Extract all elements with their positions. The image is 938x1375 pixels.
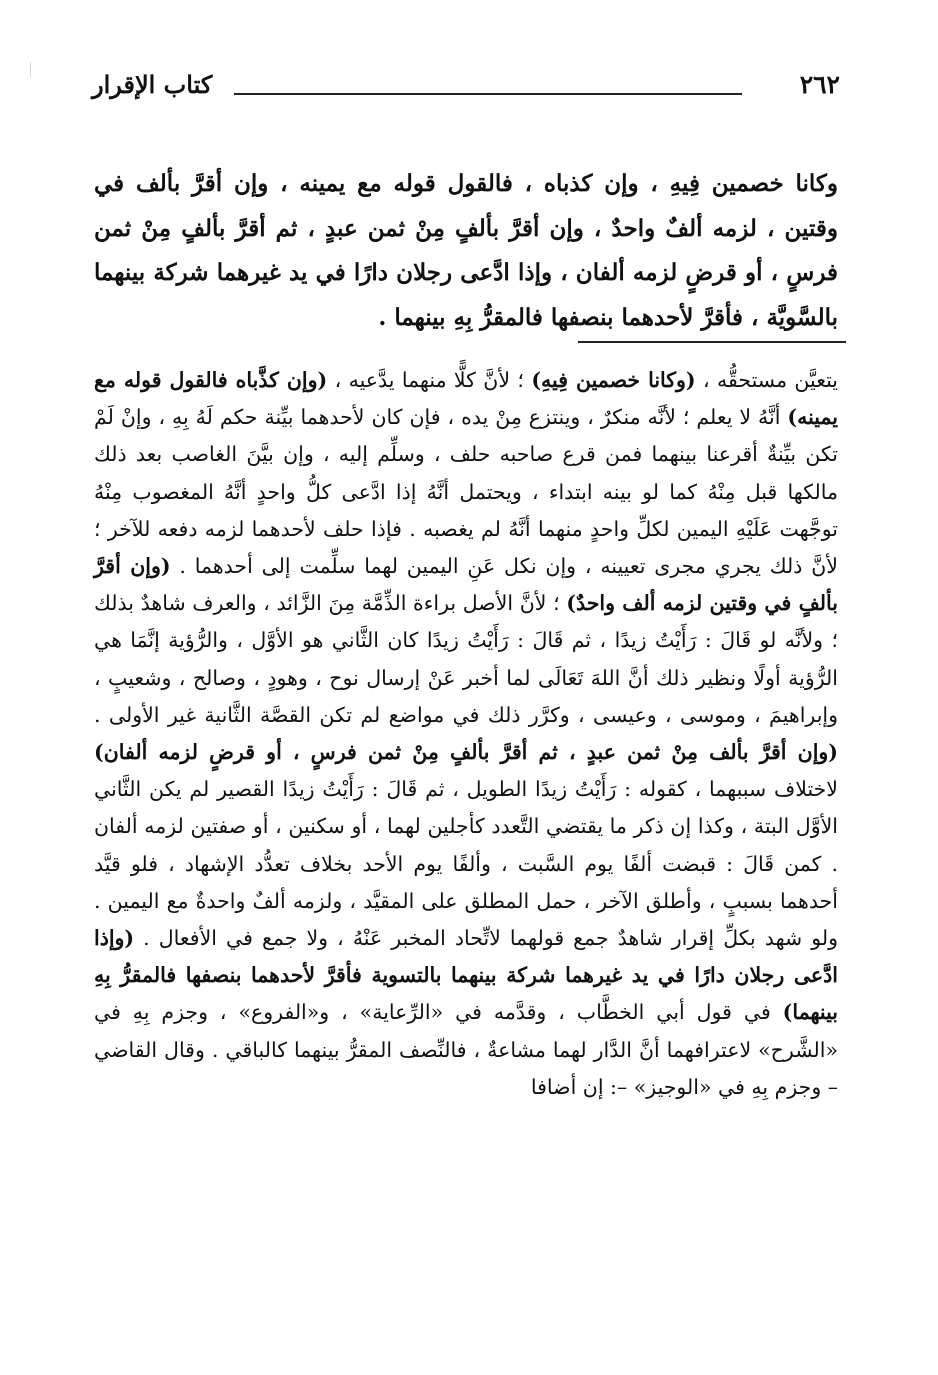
book-title: كتاب الإقرار — [92, 70, 213, 99]
sharh-text: أنَّهُ لا يعلم ؛ لأنَّه منكرٌ ، وينتزع مِنْ يده ، فإن كان لأحدهما بيِّنة حكم لَهُ بِهِ ، وإنْ لَمْ تكن بيِّنةٌ أقرعنا بينهما فمن قرع صاحبه حلف ، وسلِّم إليه ، وإن بيَّنَ الغاصب بعد ذلك مالكها قبل مِنْهُ كما لو بينه ابتداء ، ويحتمل أنَّهُ إذا ادَّعى كلُّ واحدٍ أنَّهُ المغصوب مِنْهُ توجَّهت عَلَيْهِ اليمين لكلِّ واحدٍ منهما أنَّهُ لم يغصبه . فإذا حلف لأحدهما لزمه دفعه للآخر ؛ لأنَّ ذلك يجري مجرى تعيينه ، وإن نكل عَنِ اليمين لهما سلِّمت إلى أحدهما . — [94, 405, 838, 579]
sharh-text-block — [94, 362, 838, 1106]
quoted-matn: (وإن كذَّباه فالقول قوله مع يمينه) — [94, 368, 838, 430]
header-rule — [234, 93, 742, 95]
margin-mark — [30, 62, 31, 78]
matn-paragraph: وكانا خصمين فِيهِ ، وإن كذباه ، فالقول قوله مع يمينه ، وإن أقرَّ بألف في وقتين ، لزمه ألفٌ واحدٌ ، وإن أقرَّ بألفٍ مِنْ ثمن عبدٍ ، ثم أقرَّ بألفٍ مِنْ ثمن فرسٍ ، أو قرضٍ لزمه ألفان ، وإذا ادَّعى رجلان دارًا في يد غيرهما شركة بينهما بالسَّويَّة ، فأقرَّ لأحدهما بنصفها فالمقرُّ بِهِ بينهما . — [94, 170, 838, 331]
quoted-matn: (وإذا ادَّعى رجلان دارًا في يد غيرهما شركة بينهما بالتسوية فأقرَّ لأحدهما بنصفها فالمقرُّ بِهِ بينهما) — [94, 926, 838, 1025]
sharh-text: في قول أبي الخطَّاب ، وقدَّمه في «الرِّعاية» ، و«الفروع» ، وجزم بِهِ في «الشَّرح» لاعترافهما أنَّ الدَّار لهما مشاعةٌ ، فالنِّصف المقرُّ بينهما كالباقي . وقال القاضي – وجزم بِهِ في «الوجيز» –: إن أضافا — [94, 1000, 838, 1099]
sharh-text: ؛ لأنَّ الأصل براءة الذِّمَّة مِنَ الزَّائد ، والعرف شاهدٌ بذلك ؛ ولأنَّه لو قَالَ : رَأَيْتُ زيدًا ، ثم قَالَ : رَأَيْتُ زيدًا كان الثَّاني هو الأوَّل ، والرُّؤية إنَّمَا هي الرُّؤية أولًا ونظير ذلك أنَّ اللهَ تَعَالَى لما أخبر عَنْ إرسال نوح ، وهودٍ ، وصالح ، وشعيبٍ ، وإبراهيمَ ، وموسى ، وعيسى ، وكرَّر ذلك في مواضع لم تكن القصَّة الثَّانية غير الأولى . — [94, 591, 838, 727]
sharh-text: لاختلاف سببهما ، كقوله : رَأَيْتُ زيدًا الطويل ، ثم قَالَ : رَأَيْتُ زيدًا القصير لم يكن الثَّاني الأوَّل البتة ، وكذا إن ذكر ما يقتضي التَّعدد كأجلين لهما ، أو سكنين ، أو صفتين لزمه ألفان . كمن قَالَ : قبضت ألفًا يوم السَّبت ، وألفًا يوم الأحد بخلاف تعدُّد الإشهاد ، فلو قيَّد أحدهما بسببٍ ، وأطلق الآخر ، حمل المطلق على المقيَّد ، ولزمه ألفٌ واحدةٌ مع اليمين . ولو شهد بكلِّ إقرار شاهدٌ جمع قولهما لاتِّحاد المخبر عَنْهُ ، ولا جمع في الأفعال . — [94, 777, 838, 951]
quoted-matn: (وإن أقرَّ بألفٍ في وقتين لزمه ألف واحدٌ) — [94, 554, 839, 616]
page-header — [92, 70, 840, 110]
page-number: ٢٦٢ — [799, 70, 840, 99]
sharh-paragraph — [94, 362, 838, 1106]
sharh-text: يتعيَّن مستحقُّه ، — [695, 368, 839, 392]
matn-text-block — [94, 162, 838, 340]
sharh-text: ؛ لأنَّ كلًّا منهما يدَّعيه ، — [327, 368, 532, 392]
quoted-matn: (وكانا خصمين فِيهِ) — [531, 368, 696, 392]
quoted-matn: (وإن أقرَّ بألف مِنْ ثمن عبدٍ ، ثم أقرَّ بألفٍ مِنْ ثمن فرسٍ ، أو قرضٍ لزمه ألفان) — [94, 740, 838, 765]
matn-sharh-separator — [578, 341, 846, 343]
